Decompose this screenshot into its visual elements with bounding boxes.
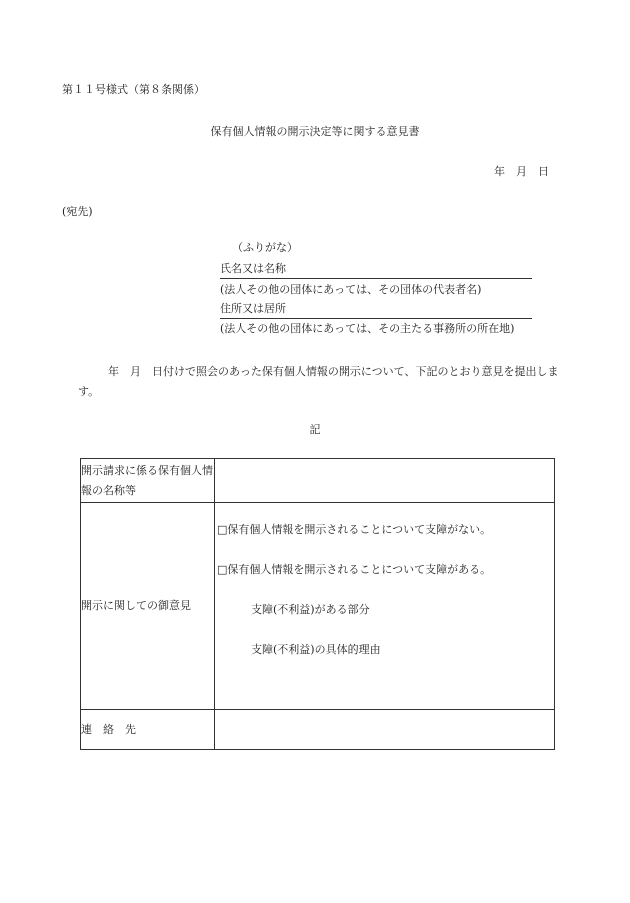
contact-input[interactable] [215,710,555,750]
table-row [81,503,555,710]
address-underline [220,318,532,319]
document-title: 保有個人情報の開示決定等に関する意見書 [210,125,420,138]
table-row [81,710,555,750]
option-no-objection-checkbox[interactable]: □保有個人情報を開示されることについて支障がない。 [217,523,492,536]
table-row [81,459,555,503]
name-field[interactable] [220,262,532,280]
name-note: (法人その他の団体にあっては、その団体の代表者名) [220,283,482,296]
name-label: 氏名又は名称 [220,262,286,275]
address-field[interactable] [220,302,532,320]
info-name-input[interactable] [215,459,555,503]
opinion-table [80,458,555,750]
name-underline [220,278,532,279]
opinion-label: 開示に関しての御意見 [81,503,215,710]
option-objection-checkbox[interactable]: □保有個人情報を開示されることについて支障がある。 [217,563,492,576]
address-label: 住所又は居所 [220,302,286,315]
contact-label: 連 絡 先 [81,710,215,750]
address-note: (法人その他の団体にあっては、その主たる事務所の所在地) [220,322,515,335]
furigana-label: （ふりがな） [232,241,298,254]
objection-reason-label: 支障(不利益)の具体的理由 [251,643,381,656]
info-name-label: 開示請求に係る保有個人情報の名称等 [81,459,215,503]
body-text: 年 月 日付けで照会のあった保有個人情報の開示について、下記のとおり意見を提出します。 [78,365,559,398]
form-number: 第１１号様式（第８条関係） [62,83,205,96]
opinion-cell [215,503,555,710]
ki-heading: 記 [309,423,321,436]
date-line: 年 月 日 [494,165,549,178]
objection-part-label: 支障(不利益)がある部分 [251,603,370,616]
addressee: (宛先) [62,205,93,218]
